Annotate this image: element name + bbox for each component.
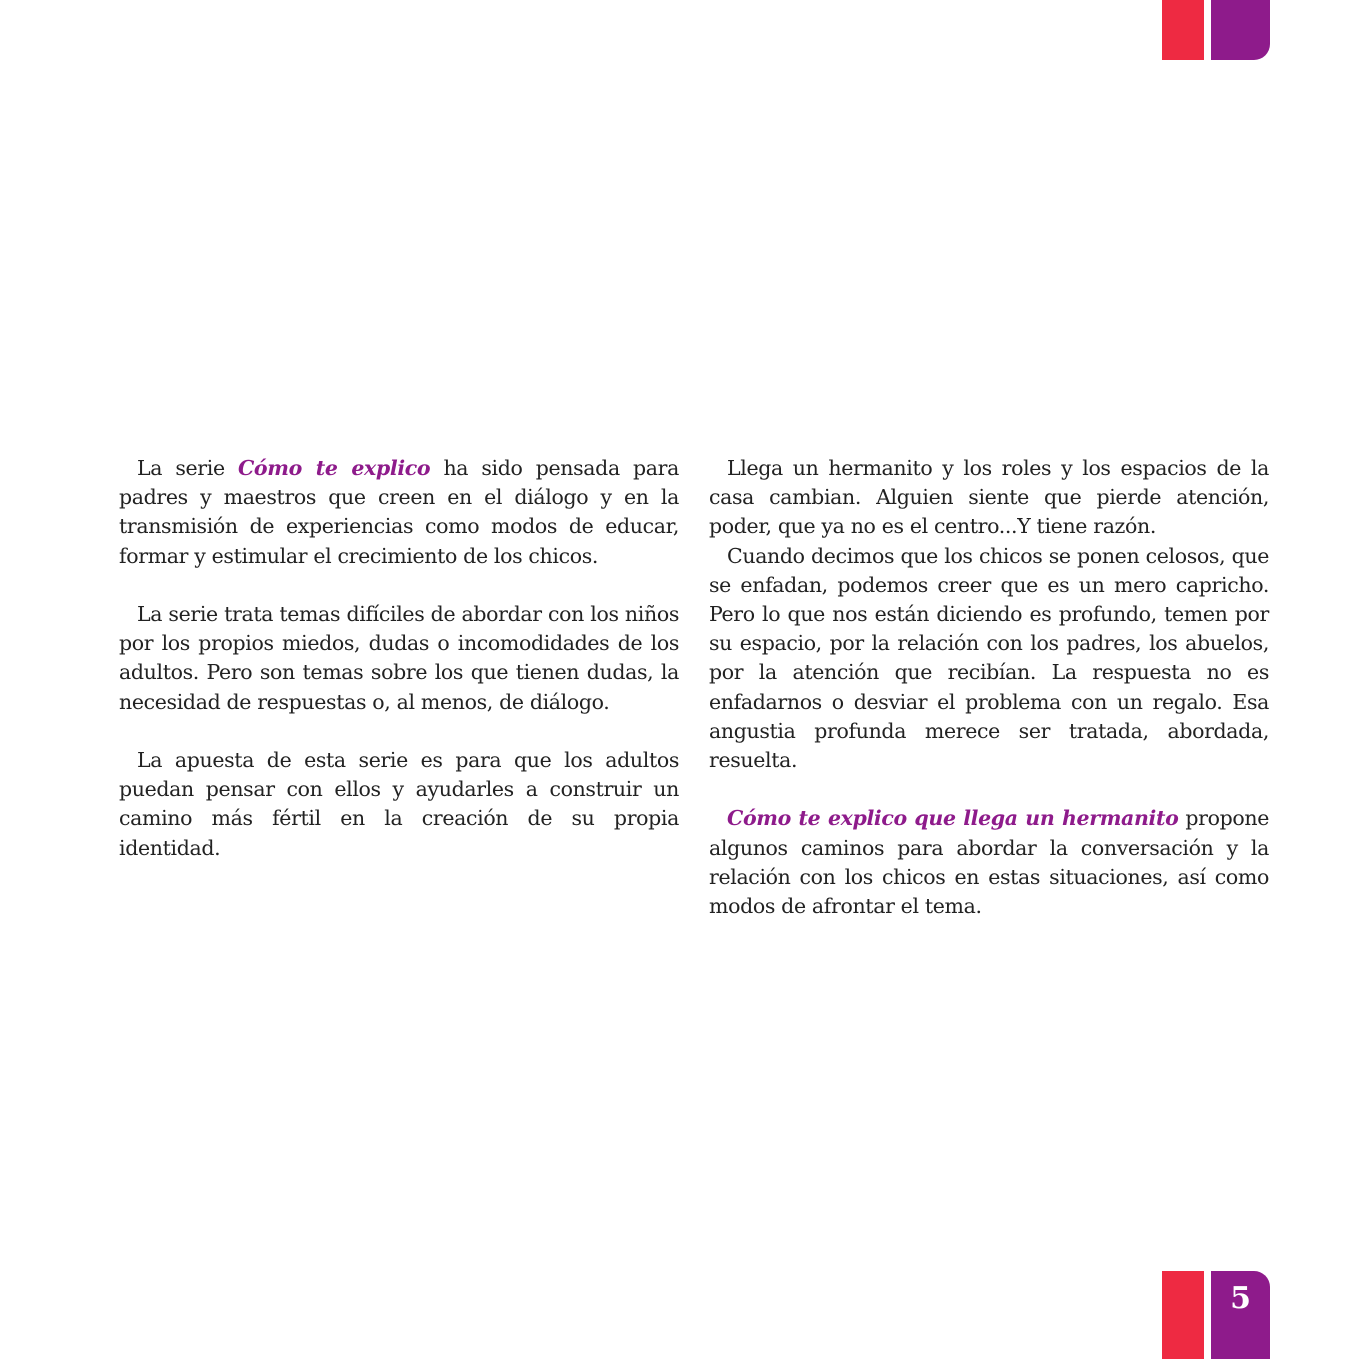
left-p1-text-end: ha sido pensada para padres y maestros que creen en el diálogo y en la transmisión de experiencias como modos de educar, formar y estimular el crecimiento de los chicos.: [119, 456, 679, 568]
left-column: [119, 454, 679, 863]
left-paragraph-2: La serie trata temas difíciles de abordar con los niños por los propios miedos, dudas o incomodidades de los adultos. Pero son temas sobre los que tienen dudas, la necesidad de respuestas o, al menos, de diálogo.: [119, 602, 679, 714]
right-paragraph-1: Llega un hermanito y los roles y los espacios de la casa cambian. Alguien siente que pierde atención, poder, que ya no es el centro...Y tiene razón.: [709, 456, 1269, 539]
book-title: Cómo te explico que llega un hermanito: [727, 806, 1179, 831]
right-paragraph-2: Cuando decimos que los chicos se ponen celosos, que se enfadan, podemos creer que es un mero capricho. Pero lo que nos están diciendo es profundo, temen por su espacio, por la relación con los padres, los abuelos, por la atención que recibían. La respuesta no es enfadarnos o desviar el problema con un regalo. Esa angustia profunda merece ser tratada, abordada, resuelta.: [709, 543, 1269, 773]
right-paragraph-3: [709, 804, 1269, 921]
left-paragraph-1: [119, 454, 679, 571]
top-red-tab: [1162, 0, 1204, 60]
left-p1-text-start: La serie: [137, 456, 238, 480]
left-paragraph-3: La apuesta de esta serie es para que los adultos puedan pensar con ellos y ayudarles a construir un camino más fértil en la creación de su propia identidad.: [119, 748, 679, 860]
top-purple-tab: [1211, 0, 1270, 60]
bottom-red-tab: [1162, 1271, 1204, 1359]
page-number: 5: [1230, 1281, 1251, 1316]
right-column: [709, 454, 1269, 921]
right-p3-text-end: propone algunos caminos para abordar la conversación y la relación con los chicos en estas situaciones, así como modos de afrontar el tema.: [709, 806, 1270, 919]
series-title: Cómo te explico: [237, 456, 431, 480]
